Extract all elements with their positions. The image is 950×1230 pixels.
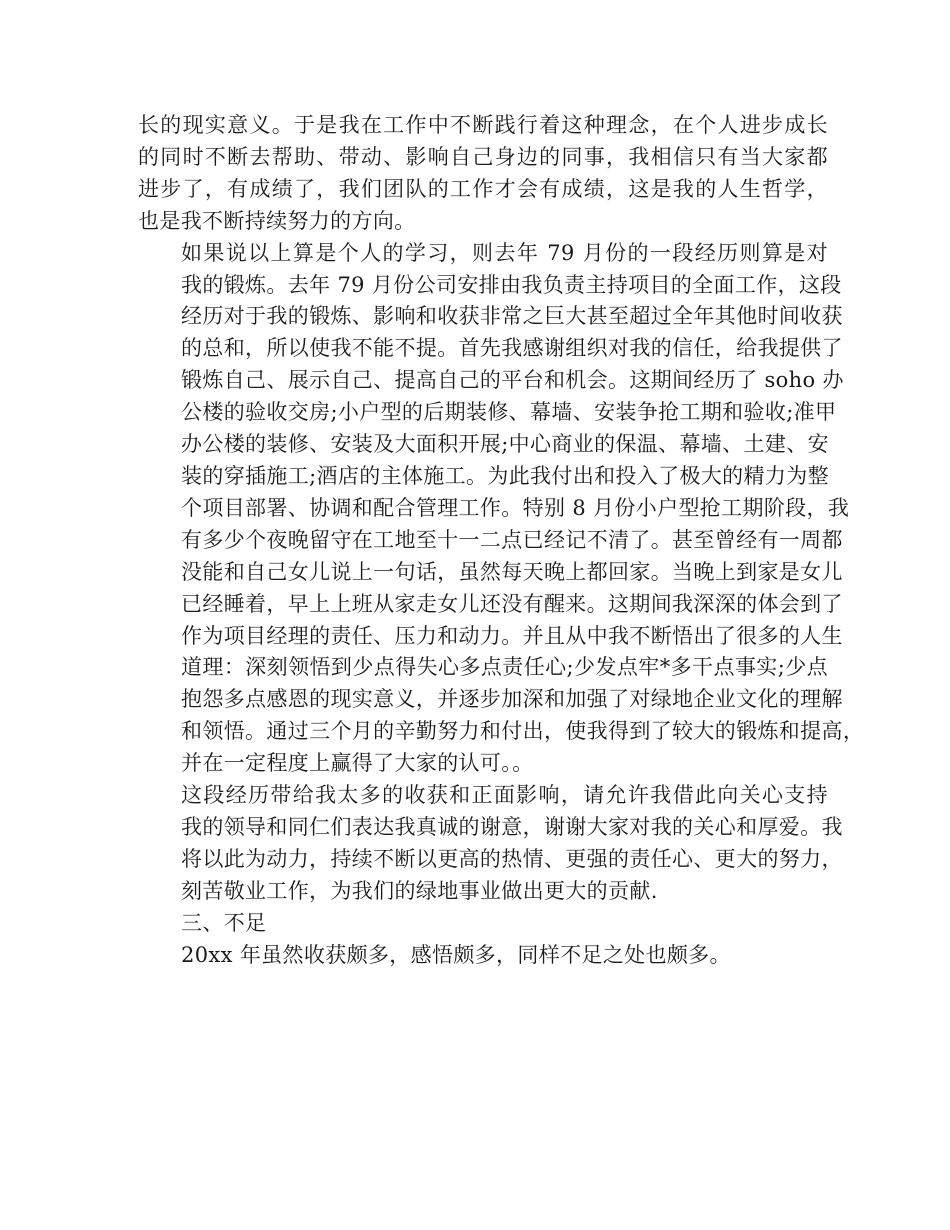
text-line: 锻炼自己、展示自己、提高自己的平台和机会。这期间经历了 soho 办: [181, 368, 844, 393]
text-line: 三、不足: [181, 910, 267, 935]
text-line: 进步了，有成绩了，我们团队的工作才会有成绩，这是我的人生哲学，: [138, 176, 828, 201]
text-line: 我的锻炼。去年 79 月份公司安排由我负责主持项目的全面工作，这段: [181, 272, 842, 297]
text-line: 和领悟。通过三个月的辛勤努力和付出，使我得到了较大的锻炼和提高，: [181, 719, 865, 744]
text-line: 办公楼的装修、安装及大面积开展;中心商业的保温、幕墙、土建、安: [181, 432, 829, 457]
text-line: 这段经历带给我太多的收获和正面影响，请允许我借此向关心支持: [181, 783, 828, 808]
text-line: 道理：深刻领悟到少点得失心多点责任心;少发点牢*多干点事实;少点: [181, 655, 828, 680]
text-line: 装的穿插施工;酒店的主体施工。为此我付出和投入了极大的精力为整: [181, 463, 829, 488]
text-line: 作为项目经理的责任、压力和动力。并且从中我不断悟出了很多的人生: [181, 623, 843, 648]
paragraph-2: [138, 238, 865, 780]
text-line: 刻苦敬业工作，为我们的绿地事业做出更大的贡献.: [181, 878, 658, 903]
text-line: 经历对于我的锻炼、影响和收获非常之巨大甚至超过全年其他时间收获: [181, 304, 843, 329]
text-line: 长的现实意义。于是我在工作中不断践行着这种理念，在个人进步成长: [138, 113, 828, 137]
text-line: 我的领导和同仁们表达我真诚的谢意，谢谢大家对我的关心和厚爱。我: [181, 814, 843, 839]
text-line: 没能和自己女儿说上一句话，虽然每天晚上都回家。当晚上到家是女儿: [181, 559, 843, 584]
text-line: 如果说以上算是个人的学习，则去年 79 月份的一段经历则算是对: [181, 240, 828, 265]
text-line: 个项目部署、协调和配合管理工作。特别 8 月份小户型抢工期阶段，我: [181, 495, 850, 520]
paragraph-5: [138, 940, 828, 972]
document-body: [138, 110, 865, 971]
text-line: 将以此为动力，持续不断以更高的热情、更强的责任心、更大的努力，: [181, 846, 843, 871]
paragraph-1: [138, 110, 828, 238]
text-line: 20xx 年虽然收获颇多，感悟颇多，同样不足之处也颇多。: [181, 942, 731, 967]
text-line: 也是我不断持续努力的方向。: [138, 208, 416, 233]
text-line: 的总和，所以使我不能不提。首先我感谢组织对我的信任，给我提供了: [181, 336, 843, 361]
paragraph-3: [138, 780, 843, 908]
text-line: 有多少个夜晚留守在工地至十一二点已经记不清了。甚至曾经有一周都: [181, 527, 843, 552]
text-line: 公楼的验收交房;小户型的后期装修、幕墙、安装争抢工期和验收;准甲: [181, 400, 837, 425]
text-line: 抱怨多点感恩的现实意义，并逐步加深和加强了对绿地企业文化的理解: [181, 687, 843, 712]
text-line: 并在一定程度上赢得了大家的认可。。: [181, 751, 534, 776]
text-line: 的同时不断去帮助、带动、影响自己身边的同事，我相信只有当大家都: [138, 144, 828, 169]
paragraph-4: [138, 908, 828, 940]
text-line: 已经睡着，早上上班从家走女儿还没有醒来。这期间我深深的体会到了: [181, 591, 843, 616]
